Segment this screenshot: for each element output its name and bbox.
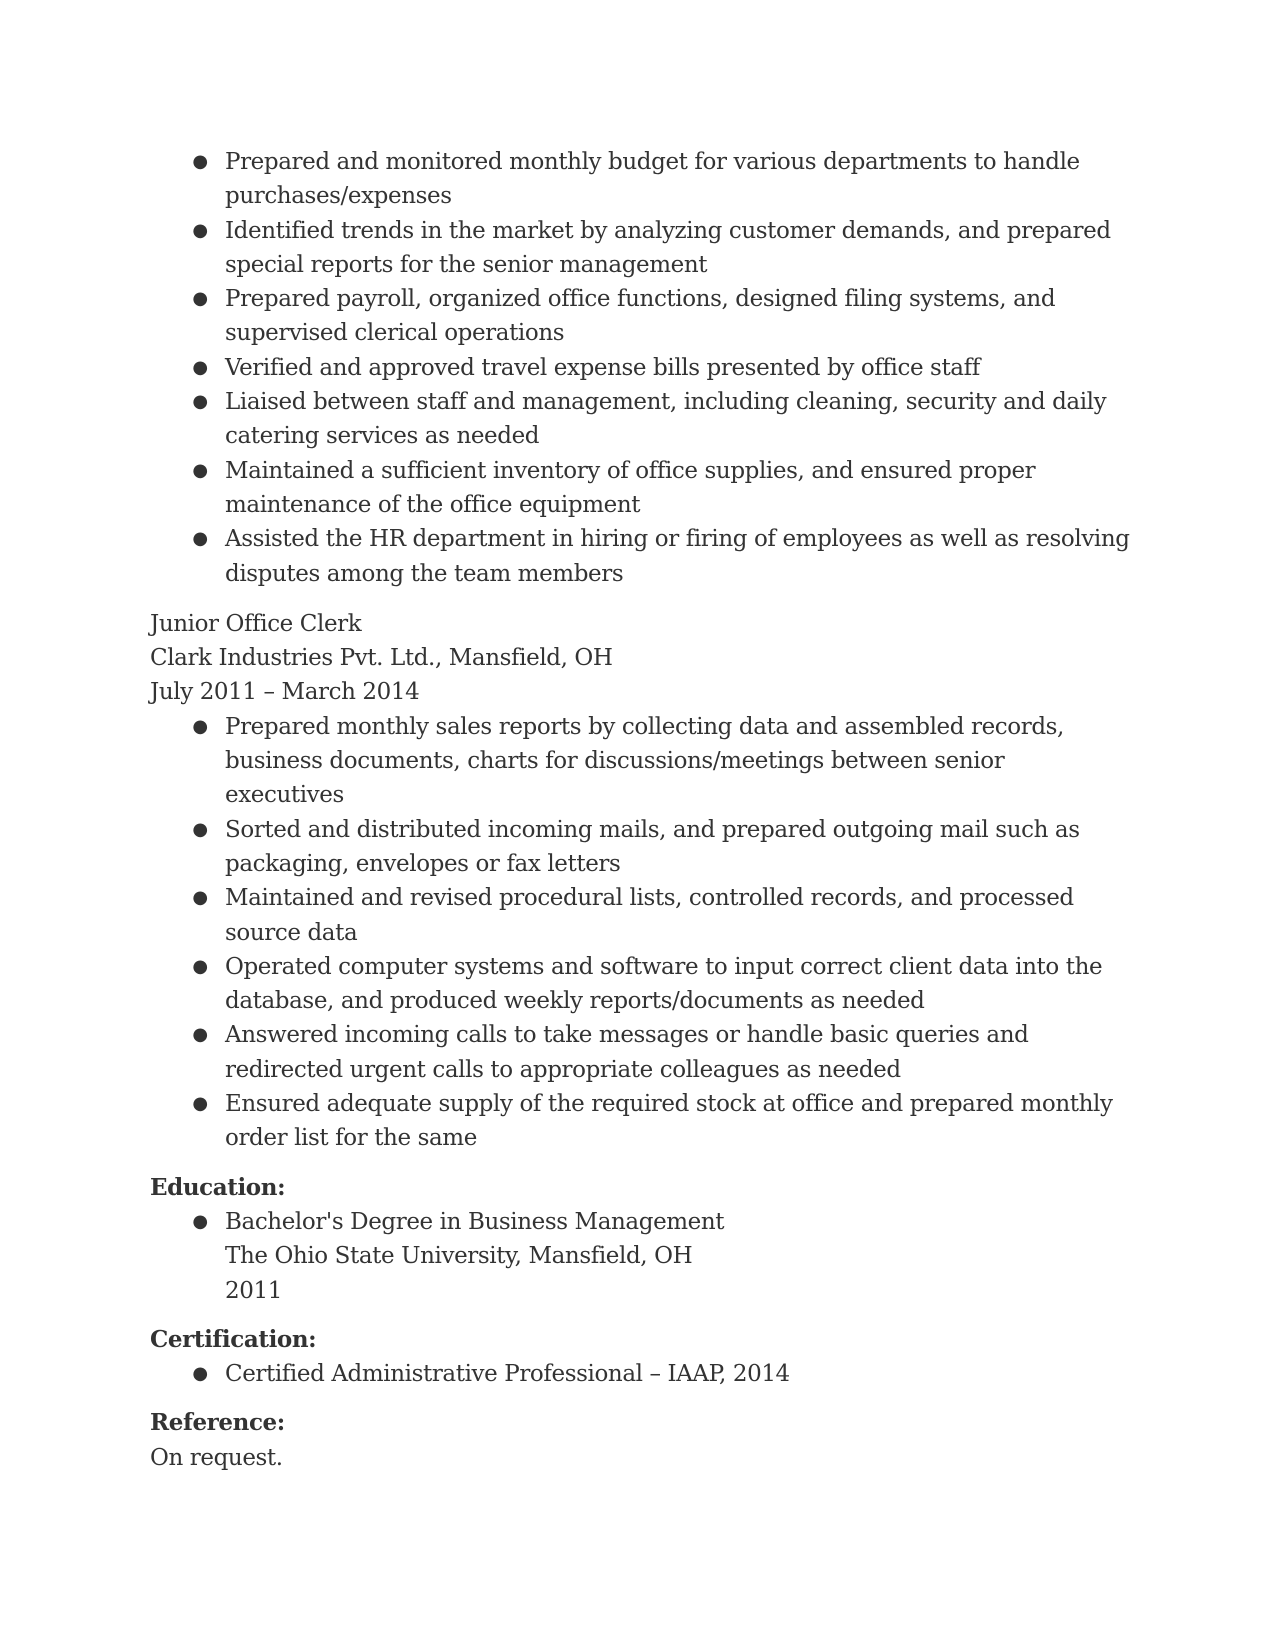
bullet-icon: ● xyxy=(192,955,208,977)
job-title: Junior Office Clerk xyxy=(150,610,362,637)
certification-heading: Certification: xyxy=(150,1325,317,1353)
bullet-icon: ● xyxy=(192,1024,208,1046)
reference-section xyxy=(150,1406,1130,1475)
bullet-text: Liaised between staff and management, including cleaning, security and daily catering services as needed xyxy=(225,389,1107,450)
list-item xyxy=(150,1087,1130,1156)
list-item xyxy=(150,522,1130,591)
job-bullet-list xyxy=(150,710,1130,1156)
list-item xyxy=(150,950,1130,1019)
bullet-text: Ensured adequate supply of the required stock at office and prepared monthly order list for the same xyxy=(225,1091,1113,1152)
reference-text: On request. xyxy=(150,1444,283,1471)
list-item xyxy=(150,351,1130,385)
certification-section xyxy=(150,1323,1130,1392)
bullet-icon: ● xyxy=(192,818,208,840)
bullet-icon: ● xyxy=(192,1363,208,1385)
education-heading: Education: xyxy=(150,1173,286,1201)
bullet-icon: ● xyxy=(192,219,208,241)
bullet-icon: ● xyxy=(192,391,208,413)
spacer xyxy=(150,1156,1130,1171)
list-item xyxy=(150,282,1130,351)
bullet-icon: ● xyxy=(192,1093,208,1115)
spacer xyxy=(150,591,1130,607)
education-year: 2011 xyxy=(225,1277,282,1304)
bullet-icon: ● xyxy=(192,528,208,550)
job-entry xyxy=(150,607,1130,1156)
list-item xyxy=(150,454,1130,523)
bullet-icon: ● xyxy=(192,356,208,378)
bullet-text: Answered incoming calls to take messages or handle basic queries and redirected urgent calls to appropriate colleagues as needed xyxy=(225,1022,1029,1083)
bullet-text: Maintained and revised procedural lists, controlled records, and processed source data xyxy=(225,885,1074,946)
reference-heading: Reference: xyxy=(150,1409,285,1437)
bullet-icon: ● xyxy=(192,1210,208,1232)
spacer xyxy=(150,1308,1130,1323)
bullet-icon: ● xyxy=(192,887,208,909)
list-item xyxy=(150,710,1130,813)
list-item xyxy=(150,881,1130,950)
bullet-text: Prepared and monitored monthly budget for various departments to handle purchases/expenses xyxy=(225,149,1080,210)
resume-content xyxy=(150,145,1130,1475)
list-item xyxy=(150,214,1130,283)
bullet-icon: ● xyxy=(192,151,208,172)
bullet-icon: ● xyxy=(192,288,208,310)
bullet-icon: ● xyxy=(192,715,208,737)
certification-item: Certified Administrative Professional – IAAP, 2014 xyxy=(225,1361,790,1388)
bullet-icon: ● xyxy=(192,459,208,481)
bullet-text: Prepared monthly sales reports by collecting data and assembled records, business documents, charts for discussions/meetings between senior executives xyxy=(225,713,1064,809)
list-item xyxy=(150,1205,1130,1308)
bullet-text: Prepared payroll, organized office functions, designed filing systems, and supervised clerical operations xyxy=(225,286,1056,347)
bullet-text: Maintained a sufficient inventory of office supplies, and ensured proper maintenance of the office equipment xyxy=(225,457,1036,518)
education-degree: Bachelor's Degree in Business Management xyxy=(225,1208,725,1235)
list-item xyxy=(150,385,1130,454)
bullet-text: Identified trends in the market by analyzing customer demands, and prepared special reports for the senior management xyxy=(225,217,1111,278)
job-company: Clark Industries Pvt. Ltd., Mansfield, OH xyxy=(150,645,613,672)
education-section xyxy=(150,1171,1130,1308)
education-list xyxy=(150,1205,1130,1308)
list-item xyxy=(150,813,1130,882)
certification-list xyxy=(150,1357,1130,1391)
list-item xyxy=(150,1357,1130,1391)
bullet-text: Assisted the HR department in hiring or firing of employees as well as resolving disputes among the team members xyxy=(225,526,1130,587)
job-dates: July 2011 – March 2014 xyxy=(150,679,420,706)
bullet-text: Operated computer systems and software to input correct client data into the database, and produced weekly reports/documents as needed xyxy=(225,953,1103,1015)
spacer xyxy=(150,1391,1130,1406)
education-school: The Ohio State University, Mansfield, OH xyxy=(225,1243,693,1270)
prior-role-bullet-list xyxy=(150,145,1130,591)
list-item xyxy=(150,1018,1130,1087)
bullet-text: Sorted and distributed incoming mails, and prepared outgoing mail such as packaging, envelopes or fax letters xyxy=(225,816,1080,877)
list-item xyxy=(150,145,1130,214)
bullet-text: Verified and approved travel expense bills presented by office staff xyxy=(225,354,980,381)
